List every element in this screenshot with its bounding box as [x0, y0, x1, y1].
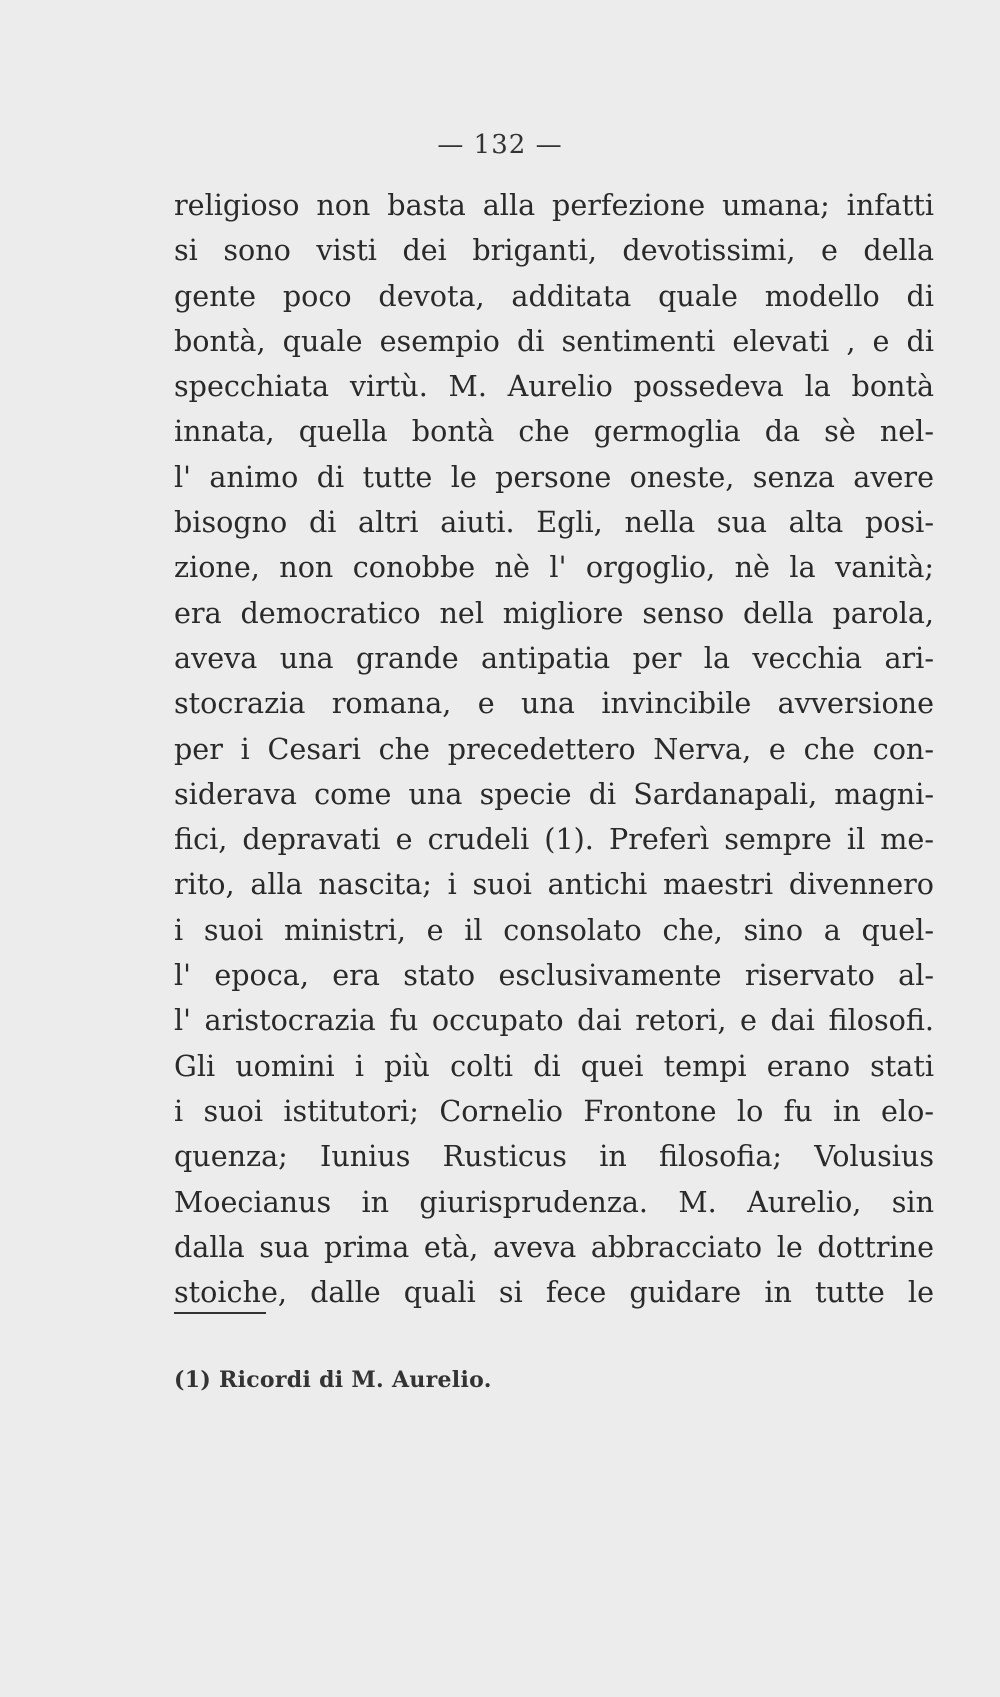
text-line: quenza; Iunius Rusticus in filosofia; Volusius	[174, 1139, 934, 1174]
text-line: l' epoca, era stato esclusivamente riservato al-	[174, 958, 934, 993]
text-line: fici, depravati e crudeli (1). Preferì sempre il me-	[174, 822, 934, 857]
text-line: si sono visti dei briganti, devotissimi, e della	[174, 233, 934, 268]
text-line: aveva una grande antipatia per la vecchia ari-	[174, 640, 934, 675]
text-line: i suoi ministri, e il consolato che, sino a quel-	[174, 912, 934, 947]
text-line: religioso non basta alla perfezione umana; infatti	[174, 188, 934, 222]
text-line: per i Cesari che precedettero Nerva, e che con-	[174, 731, 934, 766]
text-line: specchiata virtù. M. Aurelio possedeva la bontà	[174, 369, 934, 404]
text-line: bisogno di altri aiuti. Egli, nella sua alta posi-	[174, 505, 934, 540]
text-line: stoiche, dalle quali si fece guidare in tutte le	[174, 1275, 934, 1310]
text-line: rito, alla nascita; i suoi antichi maestri divennero	[174, 867, 934, 902]
body-text	[174, 183, 934, 1315]
page-number: — 132 —	[437, 130, 563, 160]
text-line: Gli uomini i più colti di quei tempi erano stati	[174, 1048, 934, 1083]
footnote: (1) Ricordi di M. Aurelio.	[174, 1367, 492, 1393]
text-line: l' aristocrazia fu occupato dai retori, e dai filosofi.	[174, 1003, 934, 1038]
text-line: siderava come una specie di Sardanapali, magni-	[174, 776, 934, 811]
text-line: era democratico nel migliore senso della parola,	[174, 595, 934, 630]
footnote-divider	[174, 1312, 266, 1314]
text-line: innata, quella bontà che germoglia da sè nel-	[174, 414, 934, 449]
text-line: stocrazia romana, e una invincibile avversione	[174, 686, 934, 721]
text-line: Moecianus in giurisprudenza. M. Aurelio, sin	[174, 1184, 934, 1219]
text-line: l' animo di tutte le persone oneste, senza avere	[174, 459, 934, 494]
text-line: bontà, quale esempio di sentimenti elevati , e di	[174, 323, 934, 358]
text-line: i suoi istitutori; Cornelio Frontone lo fu in elo-	[174, 1093, 934, 1128]
text-line: zione, non conobbe nè l' orgoglio, nè la vanità;	[174, 550, 934, 585]
text-line: dalla sua prima età, aveva abbracciato le dottrine	[174, 1229, 934, 1264]
text-line: gente poco devota, additata quale modello di	[174, 278, 934, 313]
